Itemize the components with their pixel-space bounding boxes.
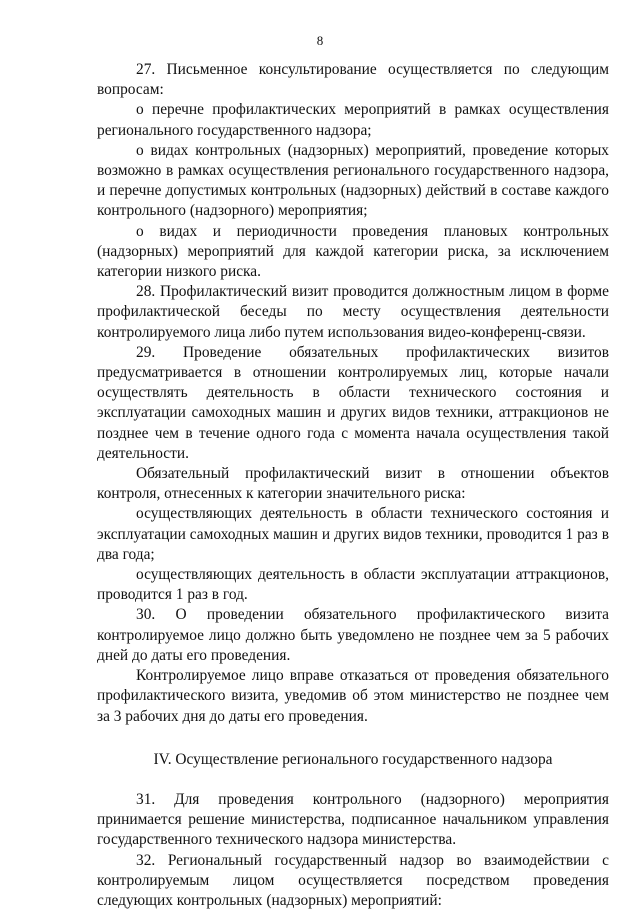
paragraph-27-item-2: о видах контрольных (надзорных) мероприятий, проведение которых возможно в рамках осуществления регионального государственного надзора, и перечне допустимых контрольных (надзорных) действий в составе каждого контрольного (надзорного) мероприятия; xyxy=(97,141,609,220)
document-body xyxy=(97,60,609,911)
paragraph-27-item-3: о видах и периодичности проведения плановых контрольных (надзорных) мероприятий для каждой категории риска, за исключением категории низкого риска. xyxy=(97,222,609,281)
paragraph-27-item-1: о перечне профилактических мероприятий в рамках осуществления регионального государственного надзора; xyxy=(97,101,609,139)
page-number: 8 xyxy=(316,33,324,48)
paragraph-31: 31. Для проведения контрольного (надзорного) мероприятия принимается решение министерства, подписанное начальником управления государственного технического надзора министерства. xyxy=(97,790,609,849)
paragraph-30: 30. О проведении обязательного профилактического визита контролируемое лицо должно быть уведомлено не позднее чем за 5 рабочих дней до даты его проведения. xyxy=(97,606,609,664)
paragraph-29: 29. Проведение обязательных профилактических визитов предусматривается в отношении контролируемых лиц, которые начали осуществлять деятельность в области технического состояния и эксплуатации самоходных машин и других видов техники, аттракционов не позднее чем в течение одного года с момента начала осуществления такой деятельности. xyxy=(97,343,609,462)
paragraph-29-continuation: Обязательный профилактический визит в отношении объектов контроля, отнесенных к категории значительного риска: xyxy=(97,465,609,503)
paragraph-28: 28. Профилактический визит проводится должностным лицом в форме профилактической беседы по месту осуществления деятельности контролируемого лица либо путем использования видео-конференц-связи. xyxy=(97,283,609,341)
paragraph-32: 32. Региональный государственный надзор во взаимодействии с контролируемым лицом осуществляется посредством проведения следующих контрольных (надзорных) мероприятий: xyxy=(97,851,609,909)
paragraph-30-continuation: Контролируемое лицо вправе отказаться от проведения обязательного профилактического визита, уведомив об этом министерство не позднее чем за 3 рабочих дня до даты его проведения. xyxy=(97,667,609,725)
paragraph-29-item-2: осуществляющих деятельность в области эксплуатации аттракционов, проводится 1 раз в год. xyxy=(97,566,609,604)
paragraph-29-item-1: осуществляющих деятельность в области технического состояния и эксплуатации самоходных машин и других видов техники, проводится 1 раз в два года; xyxy=(97,505,609,563)
section-heading: IV. Осуществление регионального государственного надзора xyxy=(153,750,553,768)
paragraph-27: 27. Письменное консультирование осуществляется по следующим вопросам: xyxy=(97,61,609,99)
